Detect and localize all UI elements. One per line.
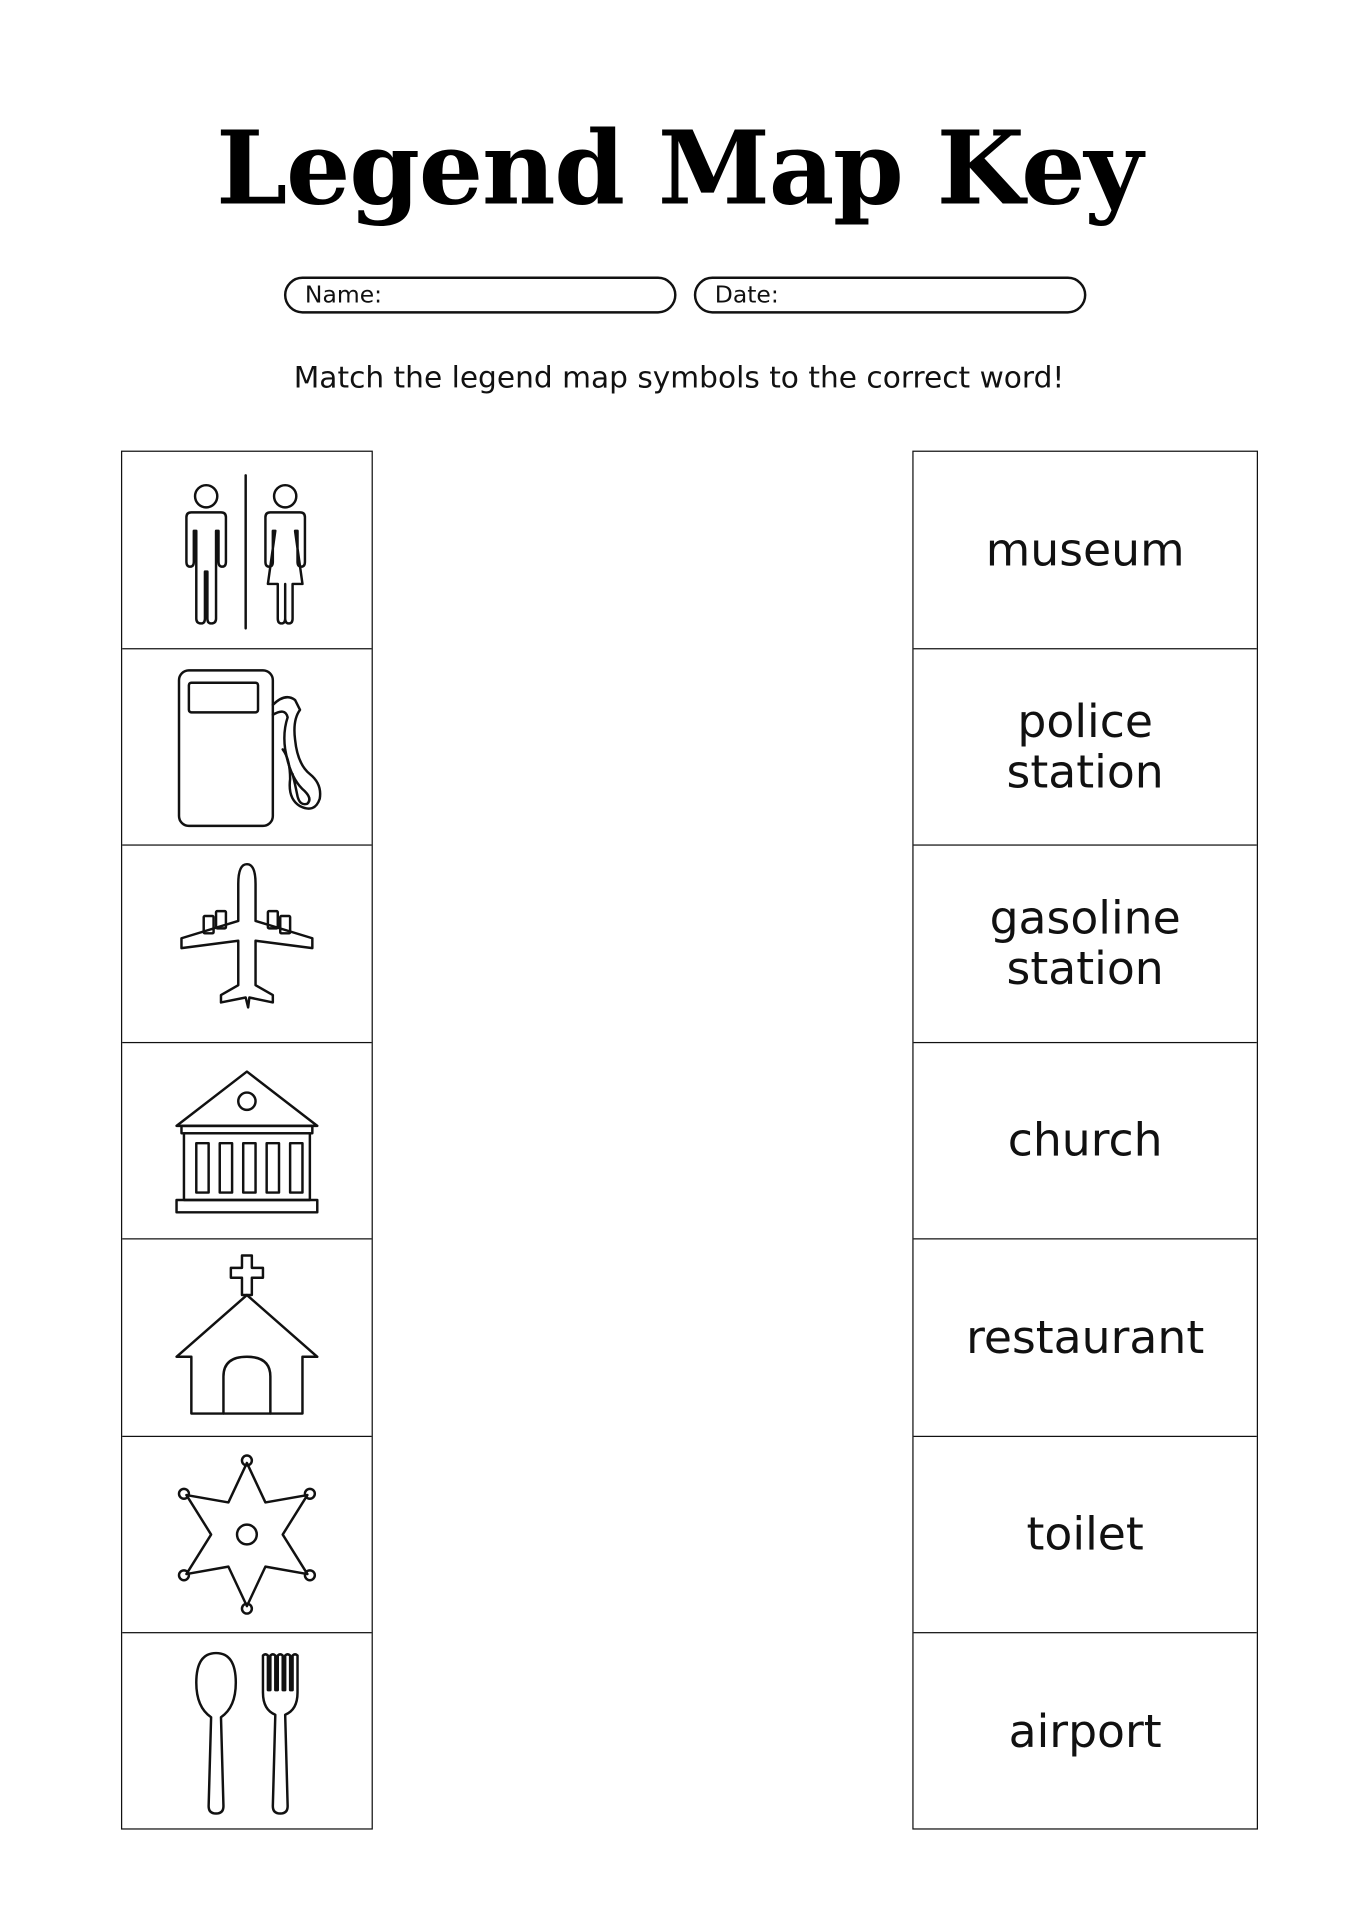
- name-field[interactable]: [284, 277, 677, 314]
- word-label: gasoline station: [989, 891, 1181, 996]
- word-label: police station: [1006, 694, 1164, 799]
- word-cell[interactable]: [914, 1436, 1257, 1633]
- date-field[interactable]: [694, 277, 1087, 314]
- word-cell[interactable]: [914, 1633, 1257, 1830]
- museum-building-icon: [167, 1054, 327, 1227]
- word-label: airport: [1008, 1705, 1162, 1759]
- name-label: Name:: [304, 281, 383, 309]
- word-cell[interactable]: [914, 846, 1257, 1043]
- word-cell[interactable]: [914, 1043, 1257, 1240]
- restroom-icon: [167, 463, 327, 636]
- church-icon: [167, 1251, 327, 1424]
- spoon-fork-icon: [167, 1645, 327, 1818]
- symbol-cell[interactable]: [122, 1239, 371, 1436]
- symbol-cell[interactable]: [122, 452, 371, 649]
- date-label: Date:: [714, 281, 779, 309]
- symbol-cell[interactable]: [122, 649, 371, 846]
- airplane-icon: [167, 857, 327, 1030]
- word-label: toilet: [1026, 1507, 1144, 1561]
- instructions-text: Match the legend map symbols to the correct word!: [293, 360, 1065, 396]
- page-title: Legend Map Key: [216, 109, 1142, 229]
- symbol-cell[interactable]: [122, 1436, 371, 1633]
- symbol-column: [121, 451, 373, 1830]
- police-star-badge-icon: [167, 1448, 327, 1621]
- word-label: church: [1007, 1113, 1163, 1167]
- word-column: [912, 451, 1258, 1830]
- word-cell[interactable]: [914, 452, 1257, 649]
- gas-pump-icon: [167, 660, 327, 833]
- symbol-cell[interactable]: [122, 1633, 371, 1830]
- word-cell[interactable]: [914, 649, 1257, 846]
- word-cell[interactable]: [914, 1239, 1257, 1436]
- symbol-cell[interactable]: [122, 846, 371, 1043]
- word-label: restaurant: [966, 1310, 1205, 1364]
- symbol-cell[interactable]: [122, 1043, 371, 1240]
- word-label: museum: [985, 523, 1185, 577]
